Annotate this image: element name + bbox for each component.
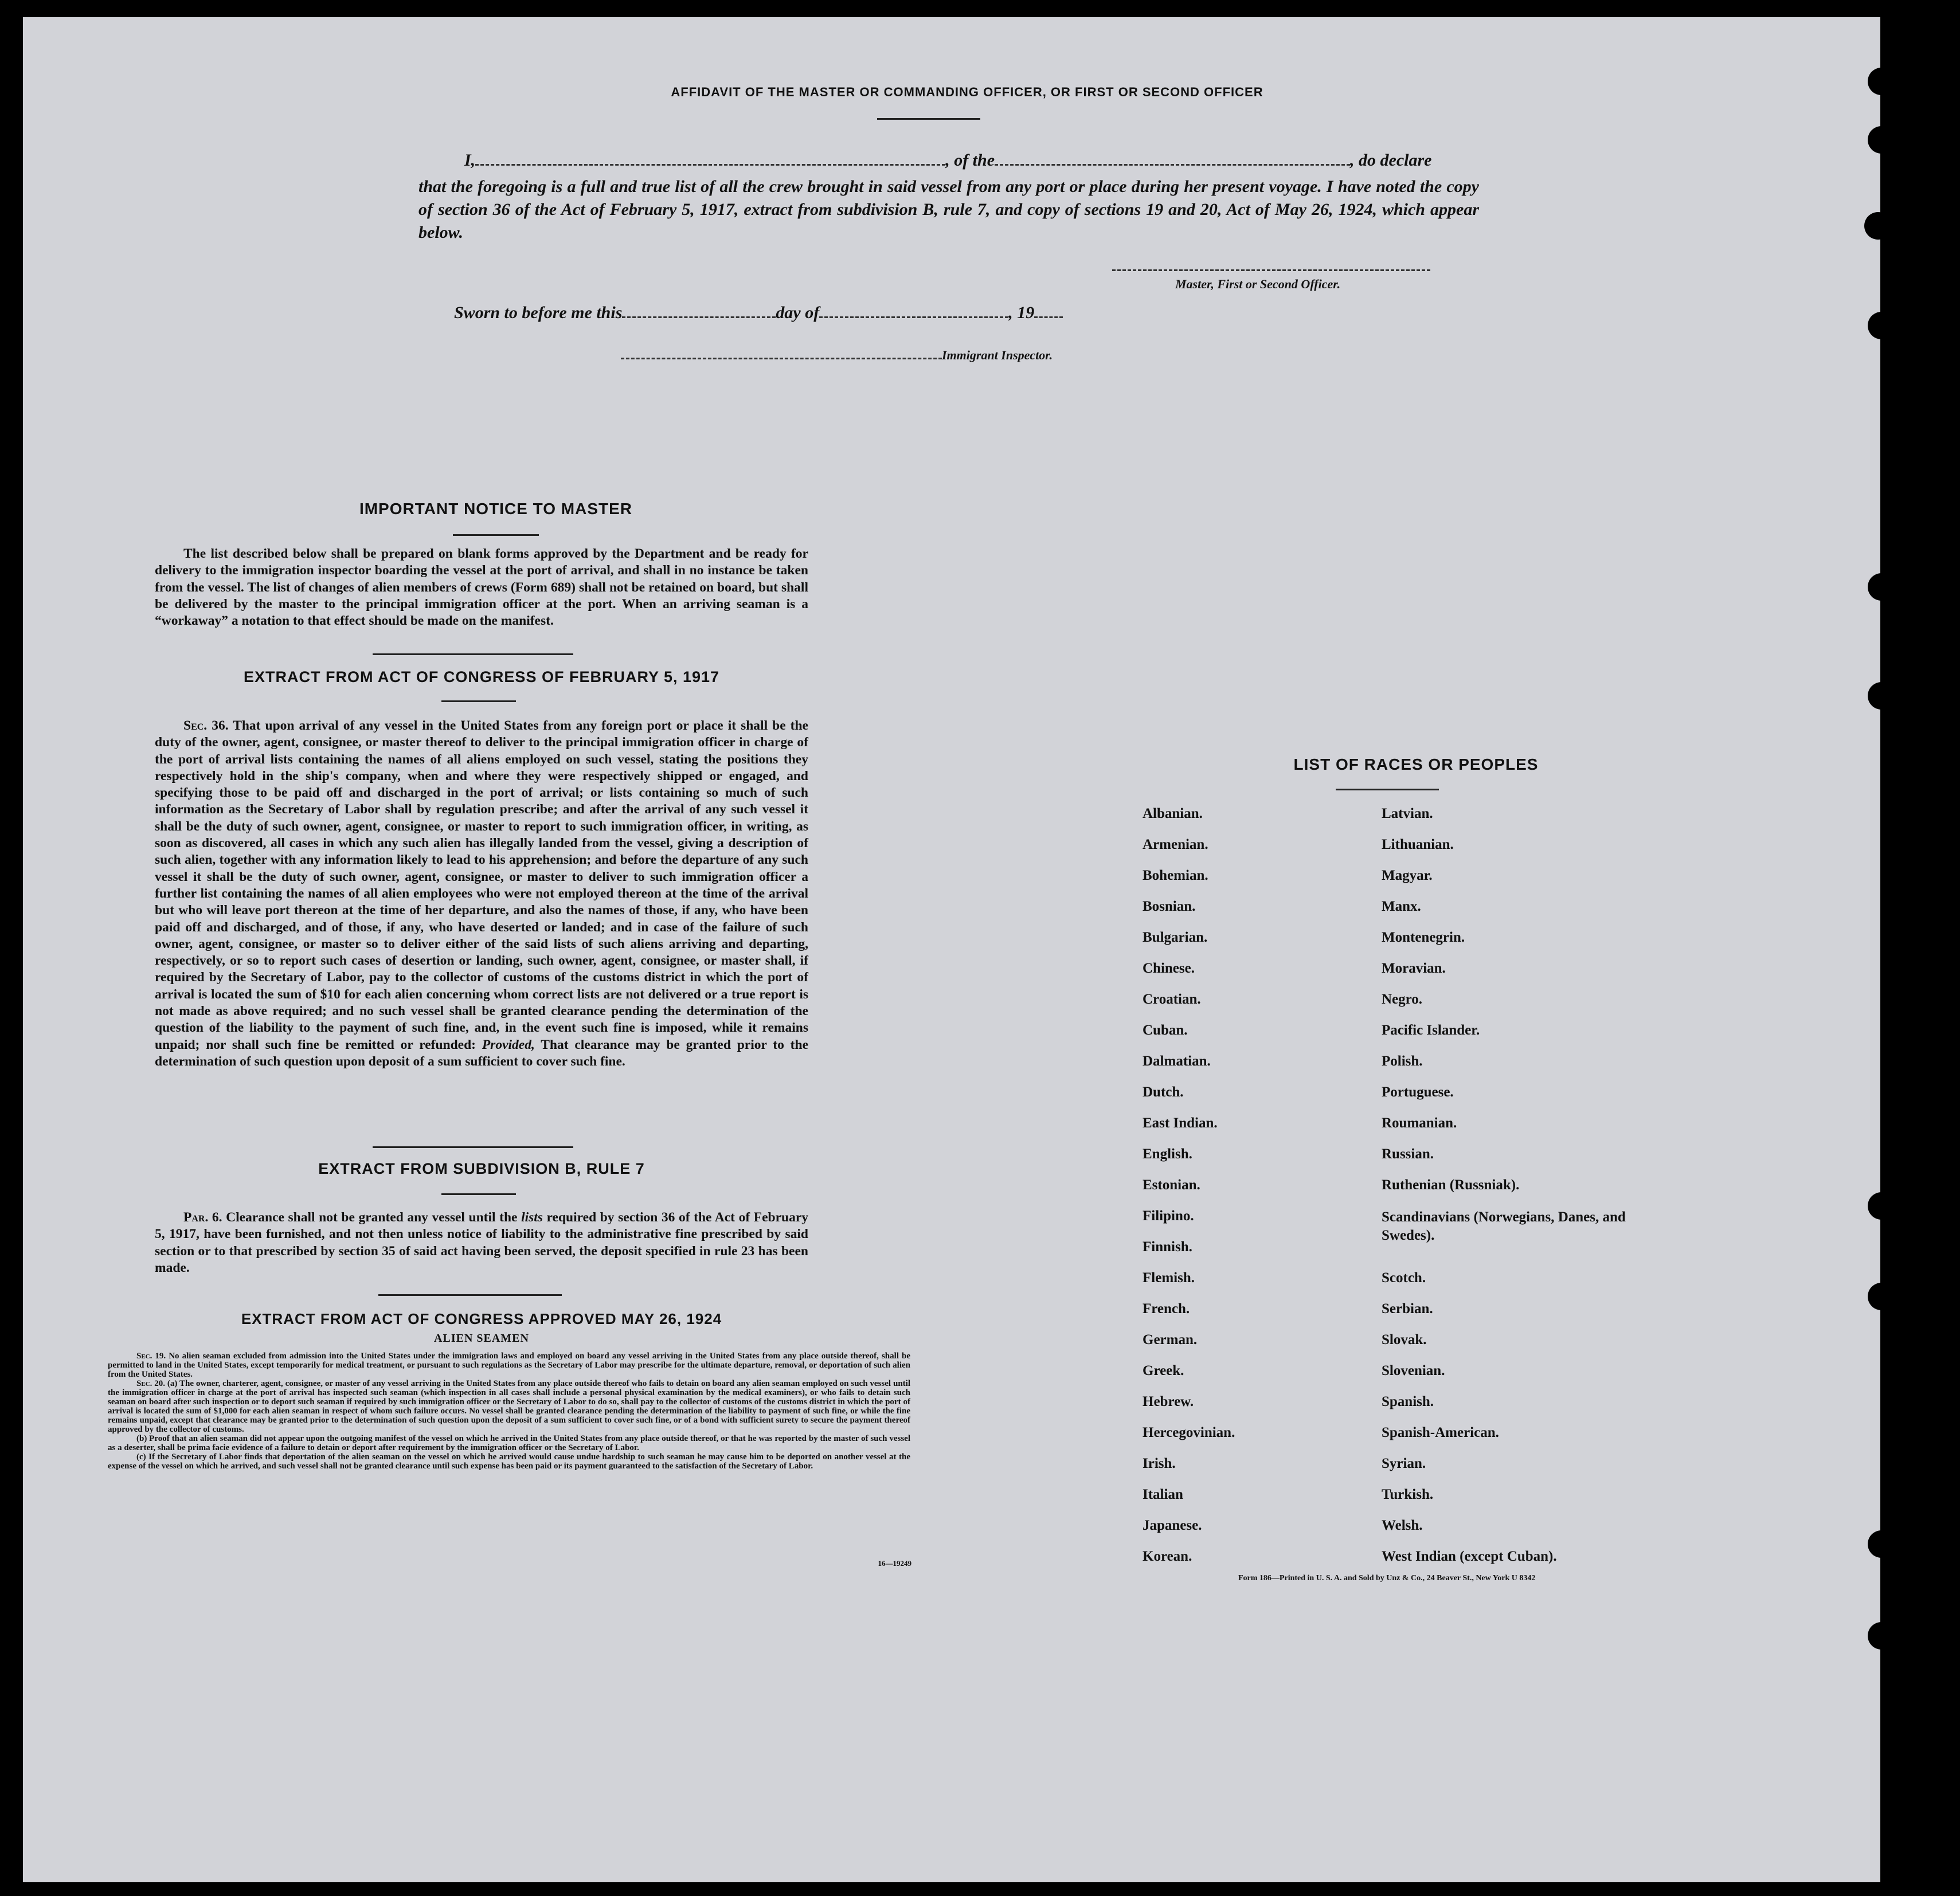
rule-7-title: EXTRACT FROM SUBDIVISION B, RULE 7 [318, 1160, 645, 1177]
punch-hole [1868, 1283, 1895, 1310]
divider [373, 653, 573, 655]
affidavit-i: I, [464, 151, 476, 170]
race-item: Negro. [1382, 992, 1423, 1007]
sec-20a-body: (a) The owner, charterer, agent, consignee, or master of any vessel arriving in the United States from any place outside thereof who fails to detain on board any alien seaman employed on such vessel until the immigration officer in charge at the port of arrival has inspected such seaman (which inspection in all cases shall include a personal physical examination by the medical examiners), or who fails to detain such seaman on board after such inspection or to deport such seaman if required by such immigration officer or the Secretary of Labor to do so, shall pay to the collector of customs of the customs district in which the port of arrival is located the sum of $1,000 for each alien seaman in respect of whom such failure occurs. No vessel shall be granted clearance pending the determination of the liability to payment of such fine, or while the fine remains unpaid, except that clearance may be granted prior to the determination of such question upon the deposit of a sum sufficient to cover such fine, or of a bond with sufficient surety to secure the payment thereof approved by the collector of customs. [108, 1379, 910, 1434]
punch-hole [1868, 312, 1895, 339]
divider [441, 1193, 516, 1195]
race-item: Filipino. [1143, 1208, 1194, 1224]
race-item: Welsh. [1382, 1518, 1423, 1533]
divider [1336, 789, 1439, 790]
affidavit-title: AFFIDAVIT OF THE MASTER OR COMMANDING OFFICER, OR FIRST OR SECOND OFFICER [671, 85, 1263, 99]
divider [441, 700, 516, 702]
sworn-month-field[interactable] [819, 316, 1008, 318]
sec-20c-body: (c) If the Secretary of Labor finds that deportation of the alien seaman on the vessel on which he arrived would cause undue hardship to such seaman he may cause him to be deported on another vessel at the expense of the vessel on which he arrived, and such vessel shall not be granted clearance until such expense has been paid or its payment guaranteed to the satisfaction of the Secretary of Labor. [108, 1452, 910, 1471]
sec-20b-body: (b) Proof that an alien seaman did not appear upon the outgoing manifest of the vessel on which he arrived in the United States from any place outside thereof, or that he was reported by the master of such vessel as a deserter, shall be prima facie evidence of a failure to detain or deport after requirement by the immigration officer or the Secretary of Labor. [108, 1434, 910, 1452]
race-item: Irish. [1143, 1456, 1176, 1471]
declarant-name-field[interactable] [475, 164, 945, 166]
race-item: Greek. [1143, 1363, 1184, 1378]
race-item: Syrian. [1382, 1456, 1426, 1471]
race-item: Bohemian. [1143, 868, 1208, 883]
race-item: Albanian. [1143, 806, 1203, 821]
act-1924-subtitle: ALIEN SEAMEN [434, 1332, 529, 1345]
race-item: Finnish. [1143, 1239, 1192, 1255]
races-title: LIST OF RACES OR PEOPLES [1293, 755, 1539, 773]
print-code: 16—19249 [878, 1559, 911, 1568]
year-prefix: , 19 [1008, 303, 1035, 322]
race-item: Japanese. [1143, 1518, 1202, 1533]
act-1924-title: EXTRACT FROM ACT OF CONGRESS APPROVED MAY 26, 1924 [241, 1310, 722, 1327]
master-signature-field[interactable] [1112, 269, 1430, 271]
sworn-year-field[interactable] [1034, 316, 1063, 318]
race-item: Hebrew. [1143, 1394, 1194, 1409]
punch-hole [1868, 1622, 1895, 1650]
race-item: Bulgarian. [1143, 930, 1208, 945]
sec-36-body: That upon arrival of any vessel in the United States from any foreign port or place it shall be the duty of the owner, agent, consignee, or master thereof to deliver to the principal immigration officer in charge of the port of arrival lists containing the names of all aliens employed on such vessel, stating the positions they respectively hold in the ship's company, when and where they were respectively shipped or engaged, and specifying those to be paid off and discharged in the port of arrival; or lists containing so much of such information as the Secretary of Labor shall by regulation prescribe; and after the arrival of any such vessel it shall be the duty of such owner, agent, consignee, or master to report to such immigration officer, in writing, as soon as discovered, all cases in which any such alien has illegally landed from the vessel, giving a description of such alien, together with any information likely to lead to his apprehension; and before the departure of any such vessel it shall be the duty of such owner, agent, consignee, or master to deliver to such immigration officer a further list containing the names of all alien employees who were not employed thereon at the time of the arrival but who will leave port thereon at the time of her departure, and also the names of those, if any, who have been paid off and discharged, and of those, if any, who have deserted or landed; and in case of the failure of such owner, agent, consignee, or master so to deliver either of the said lists of such aliens arriving and departing, respectively, or so to report such cases of desertion or landing, such owner, agent, consignee, or master shall, if required by the Secretary of Labor, pay to the collector of customs of the customs district in which the port of arrival is located the sum of $10 for each alien concerning whom correct lists are not delivered or a true report is not made as above required; and no such vessel shall be granted clearance pending the determination of the question of the liability to the payment of such fine, and, in the event such fine is imposed, while it remains unpaid; nor shall such fine be remitted or refunded: [155, 718, 808, 1052]
binding-edge [1880, 17, 1911, 1882]
lists-word: lists [521, 1210, 543, 1225]
provided-word: Provided, [482, 1037, 535, 1052]
race-item: Spanish. [1382, 1394, 1434, 1409]
race-item: Slovak. [1382, 1332, 1427, 1347]
divider [453, 534, 539, 536]
race-item: Croatian. [1143, 992, 1201, 1007]
race-item: Bosnian. [1143, 899, 1196, 914]
race-item: Polish. [1382, 1053, 1423, 1069]
act-1917-text [155, 718, 808, 1070]
race-item: Dalmatian. [1143, 1053, 1211, 1069]
sworn-line [454, 301, 1063, 324]
day-of-label: day of [776, 303, 820, 322]
race-item: Chinese. [1143, 961, 1195, 976]
race-item: Estonian. [1143, 1177, 1200, 1193]
master-signature-label: Master, First or Second Officer. [1175, 277, 1341, 291]
punch-hole [1868, 126, 1895, 154]
affidavit-declaration: that the foregoing is a full and true list of all the crew brought in said vessel from any port or place during her present voyage. I have noted the copy of section 36 of the Act of February 5, 1917, extract from subdivision B, rule 7, and copy of sections 19 and 20, Act of May 26, 1924, which appear below. [418, 177, 1479, 242]
race-item: Portuguese. [1382, 1084, 1454, 1100]
affidavit-of-the: , of the [945, 151, 995, 170]
divider [373, 1146, 573, 1148]
punch-hole [1868, 573, 1895, 601]
sec-36-end: That clearance may be granted prior to the determination of such question upon deposit of a sum sufficient to cover such fine. [155, 1037, 809, 1069]
race-item: Montenegrin. [1382, 930, 1465, 945]
race-item: East Indian. [1143, 1115, 1218, 1131]
sec-19-label: Sec. 19. [136, 1352, 166, 1361]
act-1917-title: EXTRACT FROM ACT OF CONGRESS OF FEBRUARY 5, 1917 [243, 668, 720, 685]
race-item: Serbian. [1382, 1301, 1433, 1317]
act-1924-text [108, 1352, 910, 1471]
sworn-prefix: Sworn to before me this [454, 303, 623, 322]
notice-paragraph: The list described below shall be prepared on blank forms approved by the Department and be ready for delivery to the immigration inspector boarding the vessel at the port of arrival, and shall in no instance be taken from the vessel. The list of changes of alien members of crews (Form 689) shall not be retained on board, but shall be delivered by the master to the principal immigration officer at the port. When an arriving seaman is a “workaway” a notation to that effect should be made on the manifest. [155, 546, 808, 629]
par-6-body-b: required by section 36 of the Act of February 5, 1917, have been furnished, and not then unless notice of liability to the administrative fine prescribed by said section or to that prescribed by section 35 of said act having been served, the deposit specified in rule 23 has been made. [155, 1210, 809, 1275]
race-item: West Indian (except Cuban). [1382, 1549, 1557, 1564]
race-item: Turkish. [1382, 1487, 1434, 1502]
divider [378, 1294, 562, 1296]
race-item: Latvian. [1382, 806, 1433, 821]
manifest-back-page [23, 17, 1911, 1882]
race-item: Cuban. [1143, 1023, 1188, 1038]
inspector-signature-field[interactable] [621, 358, 942, 359]
punch-hole [1868, 682, 1895, 710]
race-item: Magyar. [1382, 868, 1433, 883]
punch-hole [1868, 1192, 1895, 1220]
race-item: French. [1143, 1301, 1190, 1317]
punch-hole [1864, 212, 1892, 240]
race-item: Flemish. [1143, 1270, 1195, 1286]
par-6-label: Par. 6. [183, 1210, 222, 1225]
printer-imprint: Form 186—Printed in U. S. A. and Sold by Unz & Co., 24 Beaver St., New York U 8342 [1238, 1574, 1536, 1582]
race-item: Dutch. [1143, 1084, 1184, 1100]
race-item: Roumanian. [1382, 1115, 1457, 1131]
inspector-line [621, 344, 1053, 367]
race-item: Armenian. [1143, 837, 1208, 852]
sworn-day-field[interactable] [622, 316, 776, 318]
sec-19-body: No alien seaman excluded from admission into the United States under the immigration laws and employed on board any vessel arriving in the United States from any place outside thereof, shall be permitted to land in the United States, except temporarily for medical treatment, or pursuant to such regulations as the Secretary of Labor may prescribe for the ultimate departure, removal, or deportation of such alien from the United States. [108, 1352, 911, 1379]
race-item: Pacific Islander. [1382, 1023, 1480, 1038]
affidavit-do-declare: , do declare [1350, 151, 1432, 170]
race-item: Hercegovinian. [1143, 1425, 1235, 1440]
race-item: Manx. [1382, 899, 1421, 914]
sec-20-label: Sec. 20. [136, 1379, 166, 1388]
notice-title: IMPORTANT NOTICE TO MASTER [359, 500, 633, 518]
race-item: Ruthenian (Russniak). [1382, 1177, 1520, 1193]
race-item: Scandinavians (Norwegians, Danes, and Swedes). [1382, 1209, 1626, 1243]
par-6-body-a: Clearance shall not be granted any vessel until the [226, 1210, 518, 1225]
divider [877, 118, 980, 120]
affidavit-declarant-line [418, 149, 1479, 172]
race-item: Russian. [1382, 1146, 1434, 1162]
punch-hole [1868, 1530, 1895, 1558]
rule-7-text [155, 1209, 808, 1276]
race-item: Moravian. [1382, 961, 1446, 976]
notice-text [155, 546, 808, 629]
race-item: Spanish-American. [1382, 1425, 1499, 1440]
races-left-column [1143, 806, 1235, 1580]
punch-hole [1868, 68, 1895, 95]
race-item: Korean. [1143, 1549, 1192, 1564]
vessel-name-field[interactable] [995, 164, 1350, 166]
race-item: English. [1143, 1146, 1192, 1162]
race-item: Lithuanian. [1382, 837, 1454, 852]
races-right-column [1382, 806, 1634, 1580]
race-item: Slovenian. [1382, 1363, 1445, 1378]
race-item: German. [1143, 1332, 1198, 1347]
race-item: Scotch. [1382, 1270, 1426, 1286]
inspector-label: Immigrant Inspector. [942, 348, 1053, 362]
race-item: Italian [1143, 1487, 1183, 1502]
sec-36-label: Sec. 36. [183, 718, 229, 733]
